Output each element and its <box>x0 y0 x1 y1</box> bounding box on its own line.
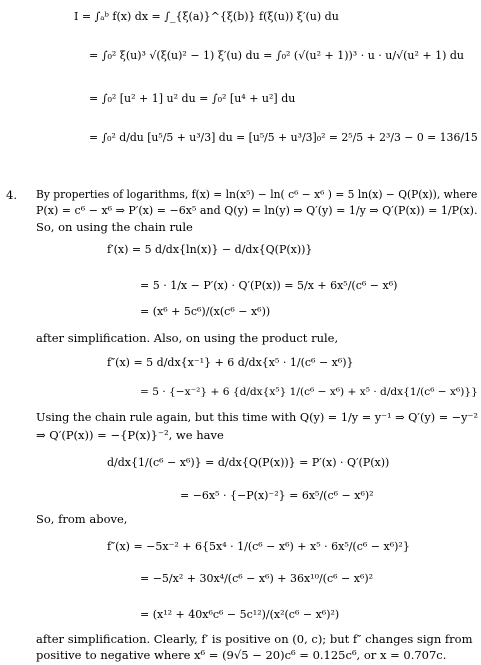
eq-line: = (x⁶ + 5c⁶)/(x(c⁶ − x⁶)) <box>140 305 271 318</box>
text-line: Using the chain rule again, but this time with Q(y) = 1/y = y⁻¹ ⇒ Q′(y) = −y⁻² <box>36 411 478 424</box>
eq-line: f″(x) = 5 d/dx{x⁻¹} + 6 d/dx{x⁵ · 1/(c⁶ − x⁶)} <box>107 356 354 369</box>
text-line: So, from above, <box>36 512 128 526</box>
eq-line: = 5 · 1/x − P′(x) · Q′(P(x)) = 5/x + 6x⁵/(c⁶ − x⁶) <box>140 279 398 292</box>
eq-line: f″(x) = −5x⁻² + 6{5x⁴ · 1/(c⁶ − x⁶) + x⁵ · 6x⁵/(c⁶ − x⁶)²} <box>107 540 410 553</box>
eq-line: = (x¹² + 40x⁶c⁶ − 5c¹²)/(x²(c⁶ − x⁶)²) <box>140 608 340 621</box>
text-line: So, on using the chain rule <box>36 220 193 234</box>
text-line: P(x) = c⁶ − x⁶ ⇒ P′(x) = −6x⁵ and Q(y) = ln(y) ⇒ Q′(y) = 1/y ⇒ Q′(P(x)) = 1/P(x). <box>36 204 478 217</box>
text-line: after simplification. Clearly, f′ is positive on (0, c); but f″ changes sign from <box>36 632 473 646</box>
eq-line: = ∫₀² [u² + 1] u² du = ∫₀² [u⁴ + u²] du <box>89 92 296 105</box>
eq-line: = −5/x² + 30x⁴/(c⁶ − x⁶) + 36x¹⁰/(c⁶ − x⁶)² <box>140 572 374 585</box>
text-line: ⇒ Q′(P(x)) = −{P(x)}⁻², we have <box>36 428 224 442</box>
eq-line: = −6x⁵ · {−P(x)⁻²} = 6x⁵/(c⁶ − x⁶)² <box>180 489 374 502</box>
eq-line: d/dx{1/(c⁶ − x⁶)} = d/dx{Q(P(x))} = P′(x) · Q′(P(x)) <box>107 456 390 469</box>
problem-number: 4. <box>6 188 17 202</box>
text-line: after simplification. Also, on using the product rule, <box>36 331 339 345</box>
eq-line: I = ∫ₐᵇ f(x) dx = ∫_{ξ(a)}^{ξ(b)} f(ξ(u)) ξ′(u) du <box>74 10 339 23</box>
eq-line: = ∫₀² d/du [u⁵/5 + u³/3] du = [u⁵/5 + u³/3]₀² = 2⁵/5 + 2³/3 − 0 = 136/15 <box>89 131 478 144</box>
eq-line: = ∫₀² ξ(u)³ √(ξ(u)² − 1) ξ′(u) du = ∫₀² (√(u² + 1))³ · u · u/√(u² + 1) du <box>89 49 464 62</box>
text-line: By properties of logarithms, f(x) = ln(x⁵) − ln( c⁶ − x⁶ ) = 5 ln(x) − Q(P(x)), where <box>36 188 478 201</box>
text-line: positive to negative where x⁶ = (9√5 − 20)c⁶ = 0.125c⁶, or x = 0.707c. <box>36 648 447 662</box>
eq-line: f′(x) = 5 d/dx{ln(x)} − d/dx{Q(P(x))} <box>107 243 313 256</box>
eq-line: = 5 · {−x⁻²} + 6 {d/dx{x⁵} 1/(c⁶ − x⁶) + x⁵ · d/dx{1/(c⁶ − x⁶)}} <box>140 386 478 398</box>
